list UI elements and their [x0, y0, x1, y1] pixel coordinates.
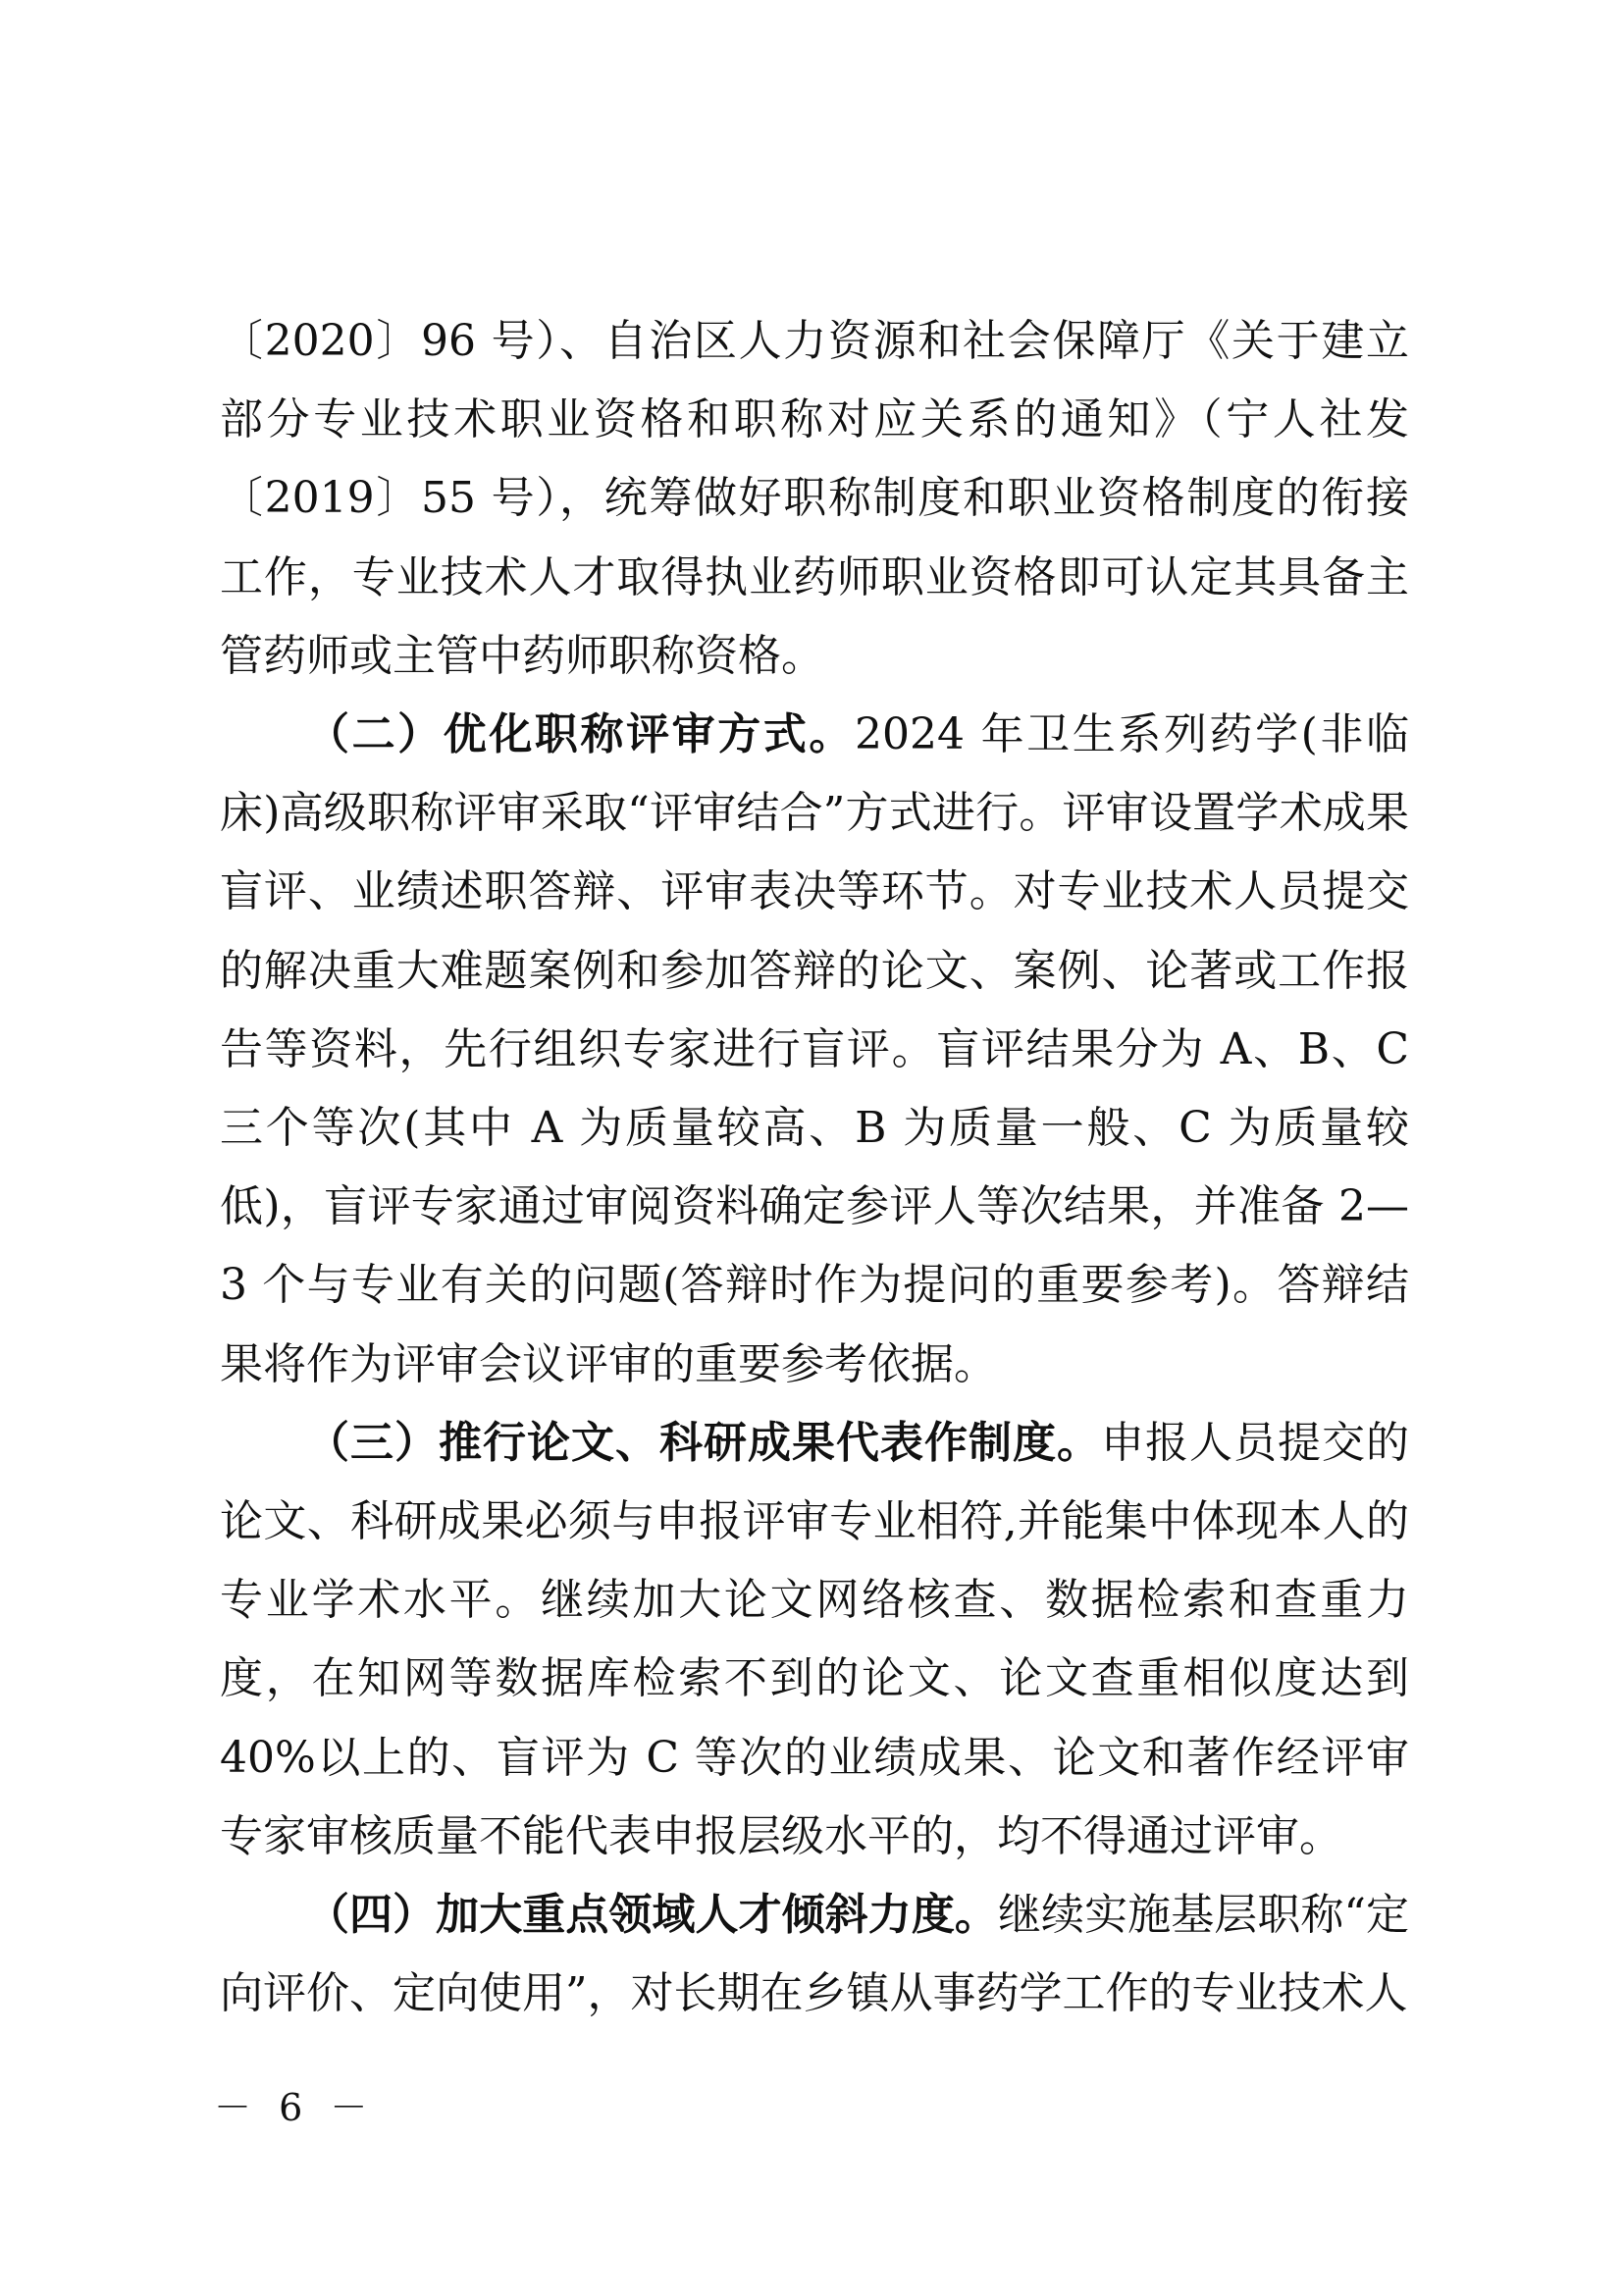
paragraph-text: 继续实施基层职称“定向评价、定向使用”，对长期在乡镇从事药学工作的专业技术人 — [220, 1890, 1410, 2019]
page-number: － 6 － — [214, 2086, 376, 2129]
section-two-paragraph — [220, 696, 1409, 1404]
section-heading: （三）推行论文、科研成果代表作制度。 — [306, 1417, 1101, 1468]
paragraph-text: 2024 年卫生系列药学(非临床)高级职称评审采取“评审结合”方式进行。评审设置学术成果盲评、业绩述职答辩、评审表决等环节。对专业技术人员提交的解决重大难题案例和参加答辩的论文、案例、论著或工作报告等资料，先行组织专家进行盲评。盲评结果分为 A、B、C 三个等次(其中 A 为质量较高、B 为质量一般、C 为质量较低)，盲评专家通过审阅资料确定参评人等次结果，并准备 2—3 个与专业有关的问题(答辩时作为提问的重要参考)。答辩结果将作为评审会议评审的重要参考依据。 — [220, 709, 1409, 1389]
body-text — [220, 302, 1409, 2033]
section-heading: （二）优化职称评审方式。 — [306, 709, 856, 760]
paragraph-text: 申报人员提交的论文、科研成果必须与申报评审专业相符,并能集中体现本人的专业学术水平。继续加大论文网络核查、数据检索和查重力度，在知网等数据库检索不到的论文、论文查重相似度达到 40%以上的、盲评为 C 等次的业绩成果、论文和著作经评审专家审核质量不能代表申报层级水平的，均不得通过评审。 — [220, 1417, 1409, 1861]
section-three-paragraph — [220, 1404, 1409, 1876]
section-four-paragraph — [220, 1876, 1409, 2033]
paragraph-continuation — [220, 302, 1409, 696]
paragraph-text: 〔2020〕96 号）、自治区人力资源和社会保障厅《关于建立部分专业技术职业资格和职称对应关系的通知》（宁人社发〔2019〕55 号），统筹做好职称制度和职业资格制度的衔接工作，专业技术人才取得执业药师职业资格即可认定其具备主管药师或主管中药师职称资格。 — [220, 316, 1409, 681]
section-heading: （四）加大重点领域人才倾斜力度。 — [306, 1890, 998, 1941]
